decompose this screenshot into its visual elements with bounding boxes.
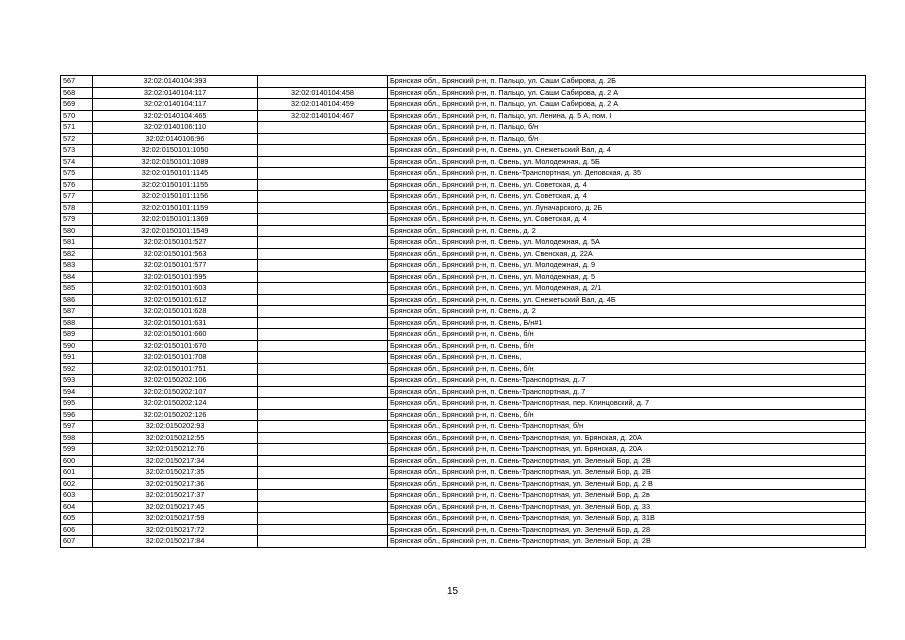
linked-cadastral-number-cell [258, 202, 388, 214]
cadastral-number-cell: 32:02:0150101:1159 [93, 202, 258, 214]
cadastral-number-cell: 32:02:0150202:93 [93, 421, 258, 433]
table-row [61, 398, 866, 410]
table-row [61, 490, 866, 502]
address-cell: Брянская обл., Брянский р-н, п. Свень, [388, 352, 866, 364]
row-number-cell: 593 [61, 375, 93, 387]
cadastral-number-cell: 32:02:0150212:55 [93, 432, 258, 444]
cadastral-number-cell: 32:02:0150101:751 [93, 363, 258, 375]
linked-cadastral-number-cell [258, 329, 388, 341]
row-number-cell: 577 [61, 191, 93, 203]
address-cell: Брянская обл., Брянский р-н, п. Свень-Транспортная, ул. Деповская, д. 35 [388, 168, 866, 180]
linked-cadastral-number-cell [258, 76, 388, 88]
row-number-cell: 589 [61, 329, 93, 341]
table-row [61, 133, 866, 145]
address-cell: Брянская обл., Брянский р-н, п. Свень-Транспортная, ул. Брянская, д. 20А [388, 444, 866, 456]
address-cell: Брянская обл., Брянский р-н, п. Свень, ул. Снежетьский Вал, д. 4Б [388, 294, 866, 306]
table-row [61, 386, 866, 398]
row-number-cell: 603 [61, 490, 93, 502]
row-number-cell: 605 [61, 513, 93, 525]
table-row [61, 294, 866, 306]
linked-cadastral-number-cell [258, 536, 388, 548]
table-row [61, 191, 866, 203]
address-cell: Брянская обл., Брянский р-н, п. Пальцо, б/н [388, 133, 866, 145]
linked-cadastral-number-cell [258, 248, 388, 260]
row-number-cell: 594 [61, 386, 93, 398]
row-number-cell: 578 [61, 202, 93, 214]
row-number-cell: 568 [61, 87, 93, 99]
cadastral-number-cell: 32:02:0150101:563 [93, 248, 258, 260]
linked-cadastral-number-cell [258, 513, 388, 525]
cadastral-number-cell: 32:02:0150101:1155 [93, 179, 258, 191]
cadastral-number-cell: 32:02:0140106:96 [93, 133, 258, 145]
address-cell: Брянская обл., Брянский р-н, п. Свень, ул. Молодежная, д. 5 [388, 271, 866, 283]
table-row [61, 87, 866, 99]
table-row [61, 467, 866, 479]
linked-cadastral-number-cell [258, 490, 388, 502]
address-cell: Брянская обл., Брянский р-н, п. Свень-Транспортная, б/н [388, 421, 866, 433]
table-row [61, 168, 866, 180]
linked-cadastral-number-cell [258, 145, 388, 157]
table-row [61, 375, 866, 387]
address-cell: Брянская обл., Брянский р-н, п. Свень-Транспортная, д. 7 [388, 375, 866, 387]
linked-cadastral-number-cell [258, 444, 388, 456]
address-cell: Брянская обл., Брянский р-н, п. Свень, ул. Советская, д. 4 [388, 191, 866, 203]
table-row [61, 478, 866, 490]
cadastral-number-cell: 32:02:0150101:603 [93, 283, 258, 295]
table-row [61, 225, 866, 237]
address-cell: Брянская обл., Брянский р-н, п. Пальцо, ул. Саши Сабирова, д. 2 А [388, 87, 866, 99]
row-number-cell: 597 [61, 421, 93, 433]
table-row [61, 99, 866, 111]
address-cell: Брянская обл., Брянский р-н, п. Свень-Транспортная, ул. Зеленый Бор, д. 33 [388, 501, 866, 513]
cadastral-number-cell: 32:02:0150101:527 [93, 237, 258, 249]
row-number-cell: 591 [61, 352, 93, 364]
cadastral-number-cell: 32:02:0150101:1145 [93, 168, 258, 180]
table-row [61, 513, 866, 525]
cadastral-number-cell: 32:02:0150101:670 [93, 340, 258, 352]
cadastral-number-cell: 32:02:0150202:106 [93, 375, 258, 387]
cadastral-number-cell: 32:02:0150101:1089 [93, 156, 258, 168]
cadastral-number-cell: 32:02:0150217:45 [93, 501, 258, 513]
table-row [61, 271, 866, 283]
row-number-cell: 587 [61, 306, 93, 318]
linked-cadastral-number-cell [258, 271, 388, 283]
cadastral-number-cell: 32:02:0150101:628 [93, 306, 258, 318]
row-number-cell: 595 [61, 398, 93, 410]
address-cell: Брянская обл., Брянский р-н, п. Пальцо, б/н [388, 122, 866, 134]
linked-cadastral-number-cell [258, 478, 388, 490]
table-row [61, 122, 866, 134]
property-registry-table [60, 75, 866, 548]
table-row [61, 260, 866, 272]
cadastral-number-cell: 32:02:0150202:126 [93, 409, 258, 421]
linked-cadastral-number-cell [258, 156, 388, 168]
table-row [61, 248, 866, 260]
address-cell: Брянская обл., Брянский р-н, п. Свень-Транспортная, ул. Зеленый Бор, д. 2 В [388, 478, 866, 490]
linked-cadastral-number-cell [258, 260, 388, 272]
linked-cadastral-number-cell [258, 294, 388, 306]
table-row [61, 110, 866, 122]
address-cell: Брянская обл., Брянский р-н, п. Свень, б/н [388, 363, 866, 375]
cadastral-number-cell: 32:02:0150202:107 [93, 386, 258, 398]
address-cell: Брянская обл., Брянский р-н, п. Свень, б/н [388, 329, 866, 341]
table-row [61, 455, 866, 467]
row-number-cell: 580 [61, 225, 93, 237]
linked-cadastral-number-cell [258, 398, 388, 410]
address-cell: Брянская обл., Брянский р-н, п. Пальцо, ул. Саши Сабирова, д. 2 А [388, 99, 866, 111]
address-cell: Брянская обл., Брянский р-н, п. Свень, б/н [388, 340, 866, 352]
cadastral-number-cell: 32:02:0150217:72 [93, 524, 258, 536]
cadastral-number-cell: 32:02:0150217:36 [93, 478, 258, 490]
address-cell: Брянская обл., Брянский р-н, п. Свень, ул. Молодежная, д. 5Б [388, 156, 866, 168]
row-number-cell: 585 [61, 283, 93, 295]
address-cell: Брянская обл., Брянский р-н, п. Свень, ул. Молодежная, д. 2/1 [388, 283, 866, 295]
row-number-cell: 575 [61, 168, 93, 180]
address-cell: Брянская обл., Брянский р-н, п. Свень, б/н [388, 409, 866, 421]
cadastral-number-cell: 32:02:0150101:1549 [93, 225, 258, 237]
table-row [61, 145, 866, 157]
cadastral-number-cell: 32:02:0150101:708 [93, 352, 258, 364]
table-row [61, 524, 866, 536]
table-row [61, 237, 866, 249]
row-number-cell: 572 [61, 133, 93, 145]
address-cell: Брянская обл., Брянский р-н, п. Свень-Транспортная, ул. Зеленый Бор, д. 2в [388, 490, 866, 502]
address-cell: Брянская обл., Брянский р-н, п. Свень, ул. Луначарского, д. 2Б [388, 202, 866, 214]
row-number-cell: 592 [61, 363, 93, 375]
row-number-cell: 573 [61, 145, 93, 157]
table-body [61, 76, 866, 548]
table-row [61, 283, 866, 295]
linked-cadastral-number-cell [258, 283, 388, 295]
linked-cadastral-number-cell [258, 352, 388, 364]
cadastral-number-cell: 32:02:0150101:1050 [93, 145, 258, 157]
row-number-cell: 576 [61, 179, 93, 191]
table-row [61, 329, 866, 341]
page-number: 15 [446, 586, 459, 597]
table-row [61, 352, 866, 364]
row-number-cell: 598 [61, 432, 93, 444]
linked-cadastral-number-cell [258, 340, 388, 352]
row-number-cell: 584 [61, 271, 93, 283]
row-number-cell: 604 [61, 501, 93, 513]
row-number-cell: 567 [61, 76, 93, 88]
cadastral-number-cell: 32:02:0150212:76 [93, 444, 258, 456]
cadastral-number-cell: 32:02:0150101:595 [93, 271, 258, 283]
address-cell: Брянская обл., Брянский р-н, п. Свень-Транспортная, ул. Зеленый Бор, д. 28 [388, 524, 866, 536]
cadastral-number-cell: 32:02:0150101:577 [93, 260, 258, 272]
cadastral-number-cell: 32:02:0150101:660 [93, 329, 258, 341]
address-cell: Брянская обл., Брянский р-н, п. Свень, ул. Молодежная, д. 5А [388, 237, 866, 249]
cadastral-number-cell: 32:02:0150101:631 [93, 317, 258, 329]
row-number-cell: 570 [61, 110, 93, 122]
linked-cadastral-number-cell [258, 122, 388, 134]
address-cell: Брянская обл., Брянский р-н, п. Свень-Транспортная, ул. Зеленый Бор, д. 2В [388, 467, 866, 479]
table-row [61, 317, 866, 329]
row-number-cell: 606 [61, 524, 93, 536]
row-number-cell: 569 [61, 99, 93, 111]
address-cell: Брянская обл., Брянский р-н, п. Свень, ул. Советская, д. 4 [388, 179, 866, 191]
row-number-cell: 579 [61, 214, 93, 226]
row-number-cell: 582 [61, 248, 93, 260]
cadastral-number-cell: 32:02:0140104:117 [93, 99, 258, 111]
cadastral-number-cell: 32:02:0150202:124 [93, 398, 258, 410]
address-cell: Брянская обл., Брянский р-н, п. Свень-Транспортная, ул. Зеленый Бор, д. 2В [388, 536, 866, 548]
cadastral-number-cell: 32:02:0150101:612 [93, 294, 258, 306]
linked-cadastral-number-cell [258, 191, 388, 203]
address-cell: Брянская обл., Брянский р-н, п. Пальцо, ул. Ленина, д. 5 А, пом. I [388, 110, 866, 122]
row-number-cell: 600 [61, 455, 93, 467]
linked-cadastral-number-cell [258, 524, 388, 536]
cadastral-number-cell: 32:02:0150217:59 [93, 513, 258, 525]
linked-cadastral-number-cell [258, 386, 388, 398]
linked-cadastral-number-cell [258, 432, 388, 444]
linked-cadastral-number-cell [258, 467, 388, 479]
linked-cadastral-number-cell [258, 501, 388, 513]
cadastral-number-cell: 32:02:0150217:34 [93, 455, 258, 467]
cadastral-number-cell: 32:02:0150217:35 [93, 467, 258, 479]
row-number-cell: 599 [61, 444, 93, 456]
address-cell: Брянская обл., Брянский р-н, п. Свень, Б/н#1 [388, 317, 866, 329]
table-row [61, 432, 866, 444]
table-row [61, 214, 866, 226]
address-cell: Брянская обл., Брянский р-н, п. Свень, д. 2 [388, 306, 866, 318]
row-number-cell: 586 [61, 294, 93, 306]
row-number-cell: 596 [61, 409, 93, 421]
row-number-cell: 590 [61, 340, 93, 352]
address-cell: Брянская обл., Брянский р-н, п. Свень-Транспортная, пер. Клинцовский, д. 7 [388, 398, 866, 410]
linked-cadastral-number-cell [258, 237, 388, 249]
row-number-cell: 588 [61, 317, 93, 329]
linked-cadastral-number-cell [258, 133, 388, 145]
linked-cadastral-number-cell [258, 317, 388, 329]
cadastral-number-cell: 32:02:0140106:110 [93, 122, 258, 134]
table-row [61, 156, 866, 168]
table-row [61, 444, 866, 456]
table-row [61, 76, 866, 88]
address-cell: Брянская обл., Брянский р-н, п. Свень, ул. Советская, д. 4 [388, 214, 866, 226]
table-row [61, 306, 866, 318]
cadastral-number-cell: 32:02:0140104:393 [93, 76, 258, 88]
address-cell: Брянская обл., Брянский р-н, п. Свень-Транспортная, ул. Брянская, д. 20А [388, 432, 866, 444]
address-cell: Брянская обл., Брянский р-н, п. Свень, ул. Снежетьский Вал, д. 4 [388, 145, 866, 157]
cadastral-number-cell: 32:02:0140104:465 [93, 110, 258, 122]
row-number-cell: 601 [61, 467, 93, 479]
cadastral-number-cell: 32:02:0150101:1369 [93, 214, 258, 226]
table-row [61, 536, 866, 548]
linked-cadastral-number-cell: 32:02:0140104:467 [258, 110, 388, 122]
cadastral-number-cell: 32:02:0150217:84 [93, 536, 258, 548]
cadastral-number-cell: 32:02:0140104:117 [93, 87, 258, 99]
linked-cadastral-number-cell [258, 168, 388, 180]
linked-cadastral-number-cell [258, 409, 388, 421]
cadastral-number-cell: 32:02:0150217:37 [93, 490, 258, 502]
table-row [61, 409, 866, 421]
row-number-cell: 607 [61, 536, 93, 548]
row-number-cell: 581 [61, 237, 93, 249]
linked-cadastral-number-cell [258, 179, 388, 191]
table-row [61, 421, 866, 433]
row-number-cell: 602 [61, 478, 93, 490]
table-row [61, 202, 866, 214]
address-cell: Брянская обл., Брянский р-н, п. Свень, ул. Свенская, д. 22А [388, 248, 866, 260]
linked-cadastral-number-cell [258, 421, 388, 433]
address-cell: Брянская обл., Брянский р-н, п. Свень-Транспортная, д. 7 [388, 386, 866, 398]
address-cell: Брянская обл., Брянский р-н, п. Свень, д. 2 [388, 225, 866, 237]
linked-cadastral-number-cell [258, 225, 388, 237]
address-cell: Брянская обл., Брянский р-н, п. Свень-Транспортная, ул. Зеленый Бор, д. 2В [388, 455, 866, 467]
linked-cadastral-number-cell [258, 455, 388, 467]
table-row [61, 340, 866, 352]
address-cell: Брянская обл., Брянский р-н, п. Свень, ул. Молодежная, д. 9 [388, 260, 866, 272]
linked-cadastral-number-cell [258, 214, 388, 226]
linked-cadastral-number-cell [258, 375, 388, 387]
cadastral-number-cell: 32:02:0150101:1156 [93, 191, 258, 203]
linked-cadastral-number-cell: 32:02:0140104:459 [258, 99, 388, 111]
row-number-cell: 571 [61, 122, 93, 134]
table-row [61, 363, 866, 375]
row-number-cell: 574 [61, 156, 93, 168]
linked-cadastral-number-cell [258, 306, 388, 318]
linked-cadastral-number-cell [258, 363, 388, 375]
table-row [61, 179, 866, 191]
address-cell: Брянская обл., Брянский р-н, п. Пальцо, ул. Саши Сабирова, д. 2Б [388, 76, 866, 88]
address-cell: Брянская обл., Брянский р-н, п. Свень-Транспортная, ул. Зеленый Бор, д. 31В [388, 513, 866, 525]
row-number-cell: 583 [61, 260, 93, 272]
table-row [61, 501, 866, 513]
linked-cadastral-number-cell: 32:02:0140104:458 [258, 87, 388, 99]
